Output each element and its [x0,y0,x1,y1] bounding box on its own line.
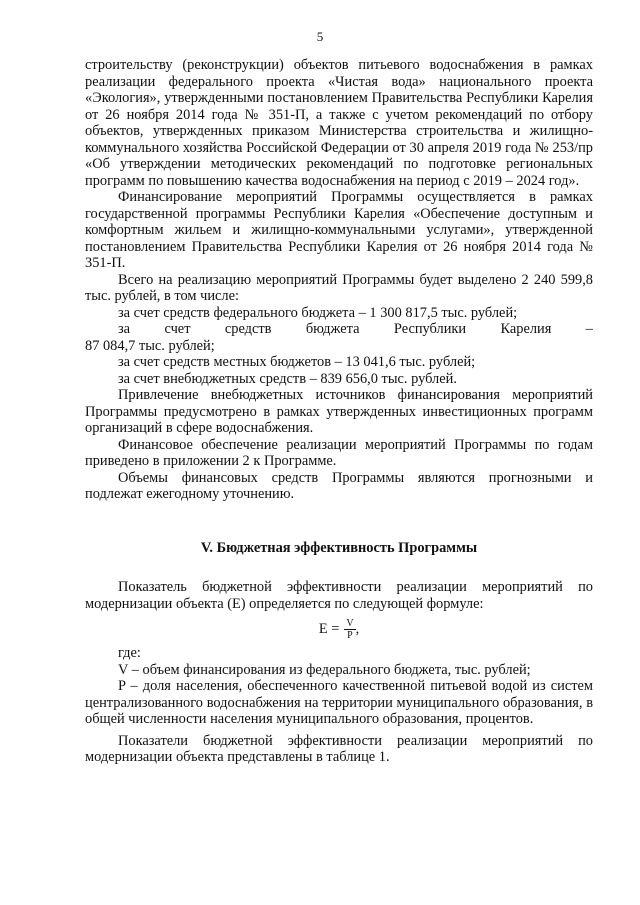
body-text [85,57,593,766]
formula-numerator: V [346,618,354,629]
funding-extra-budgetary: за счет внебюджетных средств – 839 656,0 тыс. рублей. [118,370,457,387]
funding-federal: за счет средств федерального бюджета – 1 300 817,5 тыс. рублей; [118,304,518,321]
paragraph-investment: Привлечение внебюджетных источников финансирования мероприятий Программы предусмотрено в рамках утвержденных инвестиционных программ организаций в сфере водоснабжения. [85,387,593,436]
word: – [585,321,593,337]
paragraph-forecast: Объемы финансовых средств Программы являются прогнозными и подлежат ежегодному уточнению. [85,469,593,502]
word: средств [224,321,272,337]
page-number: 5 [316,29,324,44]
word: бюджета [305,321,360,337]
funding-local: за счет средств местных бюджетов – 13 041,6 тыс. рублей; [118,354,476,370]
paragraph-financing: Финансирование мероприятий Программы осуществляется в рамках государственной программы Республики Карелия «Обеспечение доступным и комфортным жильем и жилищно-коммунальными услугами», утвержденной постановлением Правительства Республики Карелия от 26 ноября 2014 года № 351-П. [85,189,593,271]
definition-p: P – доля населения, обеспеченного качественной питьевой водой из систем централизованного водоснабжения на территории муниципального образования, в общей численности населения муниципального образования, процентов. [85,678,593,727]
paragraph-appendix: Финансовое обеспечение реализации мероприятий Программы по годам приведено в приложении 2 к Программе. [85,436,593,469]
section-heading: V. Бюджетная эффективность Программы [200,539,478,556]
funding-regional-line [85,321,593,338]
funding-regional-amount: 87 084,7 тыс. рублей; [85,337,215,354]
word: за [118,321,131,337]
formula-comma: , [355,621,360,638]
formula-fraction [344,618,355,641]
word: Карелия [500,321,552,337]
formula [85,618,593,641]
formula-denominator: P [347,630,353,641]
word: счет [164,321,191,337]
formula-lhs: E = [318,621,340,638]
where-label: где: [118,645,141,661]
paragraph-legal-basis: строительству (реконструкции) объектов питьевого водоснабжения в рамках реализации федерального проекта «Чистая вода» национального проекта «Экология», утвержденными постановлением Правительства Республики Карелия от 26 ноября 2014 года № 351-П, а также с учетом рекомендаций по отбору объектов, утвержденных приказом Министерства строительства и жилищно-коммунального хозяйства Российской Федерации от 30 апреля 2019 года № 253/пр «Об утверждении методических рекомендаций по подготовке региональных программ по повышению качества водоснабжения на период с 2019 – 2024 год». [85,57,593,189]
paragraph-table-ref: Показатели бюджетной эффективности реализации мероприятий по модернизации объекта представлены в таблице 1. [85,732,593,765]
definition-v: V – объем финансирования из федерального бюджета, тыс. рублей; [118,661,531,678]
paragraph-total-funding: Всего на реализацию мероприятий Программы будет выделено 2 240 599,8 тыс. рублей, в том числе: [85,271,593,304]
paragraph-indicator: Показатель бюджетной эффективности реализации мероприятий по модернизации объекта (E) определяется по следующей формуле: [85,579,593,612]
word: Республики [393,321,467,337]
